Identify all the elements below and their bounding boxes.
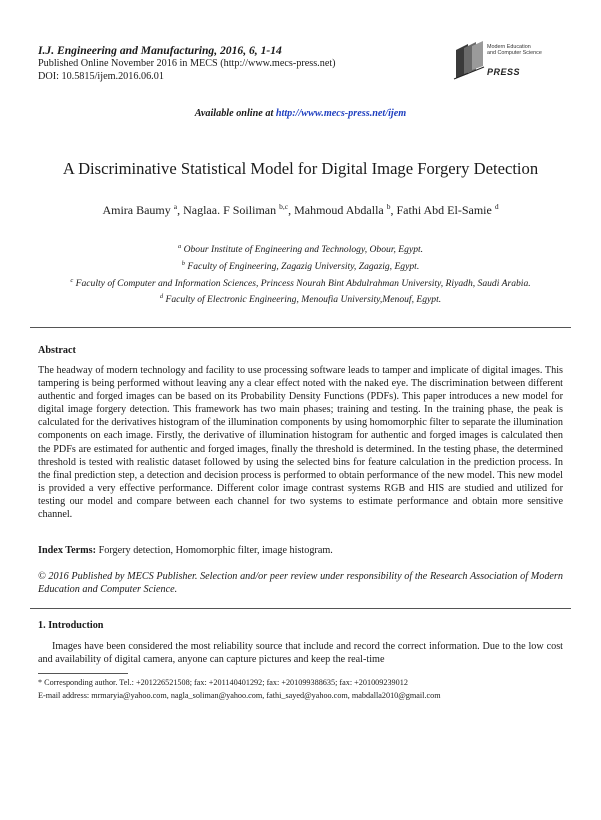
email-footnote: E-mail address: mrmaryia@yahoo.com, nagla_soliman@yahoo.com, fathi_sayed@yahoo.com, mabdalla2010@gmail.com	[38, 691, 441, 700]
affiliation-sup: d	[159, 293, 164, 301]
corresponding-author-footnote: * Corresponding author. Tel.: +201226521508; fax: +201140401292; fax: +201099388635; fax: +201009239012	[38, 678, 408, 687]
available-online	[0, 108, 601, 119]
introduction-heading: 1. Introduction	[38, 620, 104, 631]
author-name: Amira Baumy	[102, 203, 174, 217]
abstract-body: The headway of modern technology and facility to use processing software leads to tamper and implicate of digital images. This tampering is being performed without leaving any a clear effect noted with the naked eye. The discrimination between different authentic and forged images can be based on its Probability Density Functions (PDFs). This paper introduces a new model for digital image forgery detection. This framework has two main phases; training and testing. In the training phase, the peak is calculated for the derivatives histogram of the illumination components by using homomorphic filter to separate the illumination components on each image. Firstly, the derivative of illumination histogram for authentic and forged images is calculated then the PDFs are estimated for authentic and forged images, finally the threshold is determined. In the testing phase, the determined threshold is tested with realistic dataset followed by using the selected bins for feature calculation in the prediction process. In the final prediction step, a detection and decision process is performed to obtain performance of the new model. This new model is provided a very effective performance. Different color image contrast systems RGB and HIS are studied and utilized for testing our model and compare between each channel for two systems to estimate performance and obtain more sensitive channel.	[38, 365, 563, 521]
author-sep: ,	[288, 203, 295, 217]
affiliation-text: Faculty of Electronic Engineering, Menoufia University,Menouf, Egypt.	[163, 294, 442, 306]
author-list	[40, 202, 561, 218]
doi-line: DOI: 10.5815/ijem.2016.06.01	[38, 71, 164, 82]
affiliation-text: Faculty of Computer and Information Sciences, Princess Nourah Bint Abdulrahman University, Riyadh, Saudi Arabia.	[73, 277, 531, 289]
author-sup: b	[386, 202, 391, 211]
author-name: Naglaa. F Soiliman	[183, 203, 280, 217]
affiliation-sup: a	[177, 243, 182, 250]
author-sep: ,	[390, 203, 397, 217]
journal-link[interactable]: http://www.mecs-press.net/ijem	[275, 108, 407, 119]
affiliation	[30, 257, 571, 274]
section-divider	[30, 608, 571, 609]
logo-press: PRESS	[487, 67, 521, 77]
copyright-notice: © 2016 Published by MECS Publisher. Selection and/or peer review under responsibility of the Research Association of Modern Education and Computer Science.	[38, 571, 563, 596]
paper-title: A Discriminative Statistical Model for Digital Image Forgery Detection	[62, 159, 539, 178]
affiliation-sup: c	[70, 276, 74, 284]
available-prefix: Available online at	[194, 108, 276, 119]
index-terms-text: Forgery detection, Homomorphic filter, image histogram.	[96, 545, 333, 556]
author-sep: ,	[177, 203, 184, 217]
introduction-body: Images have been considered the most reliability source that include and record the correct information. Due to the low cost and availability of digital camera, anyone can capture pictures and keep the real-time	[38, 641, 563, 666]
author-sup: b,c	[279, 202, 289, 211]
section-divider	[30, 327, 571, 328]
publisher-logo-text	[487, 44, 542, 56]
affiliation	[30, 290, 571, 307]
publication-line: Published Online November 2016 in MECS (http://www.mecs-press.net)	[38, 58, 336, 69]
author-name: Fathi Abd El-Samie	[396, 203, 495, 217]
footnote-divider	[38, 673, 128, 674]
affiliation-text: Faculty of Engineering, Zagazig University, Zagazig, Egypt.	[185, 260, 420, 272]
affiliation-sup: b	[181, 259, 185, 267]
journal-citation: I.J. Engineering and Manufacturing, 2016, 6, 1-14	[38, 44, 282, 57]
author-name: Mahmoud Abdalla	[294, 203, 387, 217]
index-terms	[38, 545, 563, 556]
author-sup: d	[494, 202, 499, 211]
index-terms-label: Index Terms:	[38, 545, 97, 556]
logo-line-1: Modern Education	[487, 44, 531, 50]
author-sup: a	[173, 202, 178, 211]
logo-line-2: and Computer Science	[487, 50, 542, 56]
affiliation	[30, 240, 571, 257]
affiliation-text: Obour Institute of Engineering and Technology, Obour, Egypt.	[181, 244, 424, 256]
abstract-heading: Abstract	[38, 345, 76, 356]
affiliation	[30, 274, 571, 291]
affiliations	[30, 240, 571, 307]
